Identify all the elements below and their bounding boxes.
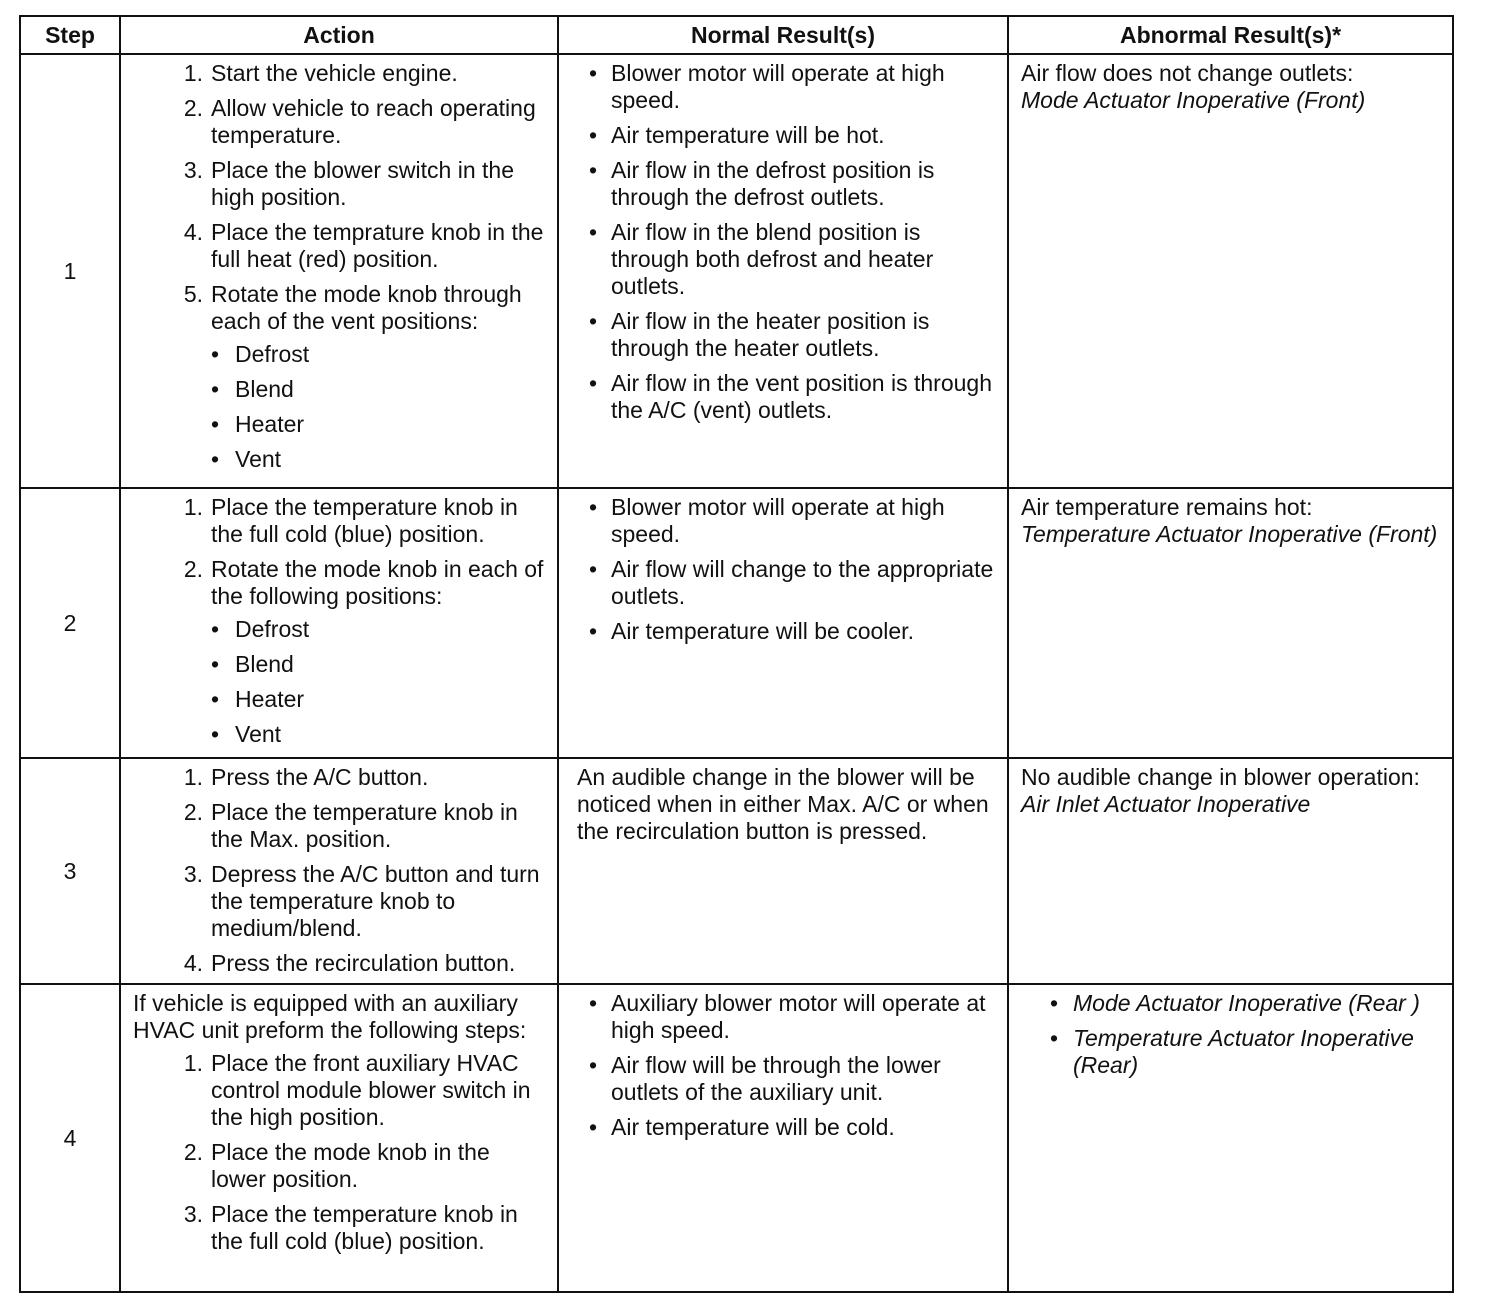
mode-positions-list [195, 341, 547, 473]
step-number: 4 [20, 984, 120, 1292]
diagnostic-table [19, 15, 1454, 1293]
list-item: 4. Press the recirculation button. [183, 950, 516, 976]
step-number: 3 [20, 758, 120, 984]
normal-results-list [589, 494, 997, 645]
action-steps [133, 494, 547, 610]
mode-positions-list [195, 616, 547, 748]
action-steps [133, 60, 547, 335]
diagnostic-table-document [19, 15, 1452, 1293]
header-step: Step [20, 16, 120, 54]
action-steps [133, 764, 547, 977]
abnormal-results-cell [1008, 984, 1453, 1292]
list-item: 1. Place the front auxiliary HVAC control module blower switch in the high position. [183, 1050, 531, 1130]
header-row [20, 16, 1453, 54]
list-item: 1. Start the vehicle engine. [183, 60, 458, 86]
list-item: 2. Place the mode knob in the lower position. [183, 1139, 490, 1192]
table-row [20, 488, 1453, 758]
abnormal-prefix: Air flow does not change outlets: [1021, 60, 1354, 86]
list-item: 4. Place the temprature knob in the full heat (red) position. [183, 219, 544, 272]
list-item: • Air temperature will be cooler. [588, 618, 914, 644]
list-item: • Vent [210, 721, 282, 747]
list-item: 1. Place the temperature knob in the full cold (blue) position. [183, 494, 518, 547]
abnormal-cause: Mode Actuator Inoperative (Front) [1021, 87, 1366, 113]
list-item: 2. Allow vehicle to reach operating temperature. [183, 95, 536, 148]
list-item: 3. Place the temperature knob in the full cold (blue) position. [183, 1201, 518, 1254]
list-item: • Vent [210, 446, 282, 472]
list-item: 5. Rotate the mode knob through each of the vent positions: [183, 281, 522, 334]
list-item: • Blend [210, 376, 294, 402]
abnormal-prefix: Air temperature remains hot: [1021, 494, 1313, 520]
action-cell [120, 54, 558, 488]
list-item: • Defrost [210, 341, 310, 367]
list-item: • Air temperature will be hot. [588, 122, 885, 148]
abnormal-results-cell [1008, 488, 1453, 758]
abnormal-cause: Temperature Actuator Inoperative (Front) [1021, 521, 1438, 547]
list-item: 3. Place the blower switch in the high position. [183, 157, 514, 210]
abnormal-results-list [1035, 990, 1442, 1079]
abnormal-results-cell [1008, 758, 1453, 984]
table-row [20, 758, 1453, 984]
normal-result-text: An audible change in the blower will be noticed when in either Max. A/C or when the recirculation button is pressed. [577, 764, 989, 844]
action-cell [120, 984, 558, 1292]
list-item: • Air flow in the heater position is through the heater outlets. [588, 308, 930, 361]
action-cell [120, 758, 558, 984]
list-item: • Blend [210, 651, 294, 677]
step-number: 2 [20, 488, 120, 758]
list-item: • Auxiliary blower motor will operate at high speed. [588, 990, 986, 1043]
normal-results-cell [558, 54, 1008, 488]
abnormal-prefix: No audible change in blower operation: [1021, 764, 1420, 790]
normal-results-cell [558, 488, 1008, 758]
step-number: 1 [20, 54, 120, 488]
list-item: • Heater [210, 686, 305, 712]
list-item: • Air flow will change to the appropriate outlets. [588, 556, 994, 609]
list-item: • Heater [210, 411, 305, 437]
list-item: • Air flow in the blend position is through both defrost and heater outlets. [588, 219, 934, 299]
header-normal-results: Normal Result(s) [558, 16, 1008, 54]
normal-results-list [589, 990, 997, 1141]
normal-results-cell [558, 758, 1008, 984]
abnormal-results-cell [1008, 54, 1453, 488]
list-item: 1. Press the A/C button. [183, 764, 429, 790]
list-item: • Blower motor will operate at high speed. [588, 494, 945, 547]
list-item: 3. Depress the A/C button and turn the temperature knob to medium/blend. [183, 861, 540, 941]
list-item: • Air flow in the vent position is through the A/C (vent) outlets. [588, 370, 992, 423]
abnormal-cause: Air Inlet Actuator Inoperative [1021, 791, 1311, 817]
header-abnormal-results: Abnormal Result(s)* [1008, 16, 1453, 54]
table-row [20, 984, 1453, 1292]
list-item: • Air temperature will be cold. [588, 1114, 895, 1140]
list-item: • Blower motor will operate at high speed. [588, 60, 945, 113]
list-item: 2. Rotate the mode knob in each of the following positions: [183, 556, 544, 609]
table-row [20, 54, 1453, 488]
header-action: Action [120, 16, 558, 54]
list-item: • Air flow will be through the lower outlets of the auxiliary unit. [588, 1052, 941, 1105]
list-item: • Defrost [210, 616, 310, 642]
normal-results-list [589, 60, 997, 424]
normal-results-cell [558, 984, 1008, 1292]
list-item: • Temperature Actuator Inoperative (Rear) [1049, 1025, 1414, 1078]
action-steps [133, 1050, 547, 1255]
action-cell [120, 488, 558, 758]
list-item: 2. Place the temperature knob in the Max. position. [183, 799, 518, 852]
list-item: • Air flow in the defrost position is through the defrost outlets. [588, 157, 935, 210]
action-intro: If vehicle is equipped with an auxiliary HVAC unit preform the following steps: [133, 990, 527, 1043]
list-item: • Mode Actuator Inoperative (Rear ) [1049, 990, 1420, 1016]
